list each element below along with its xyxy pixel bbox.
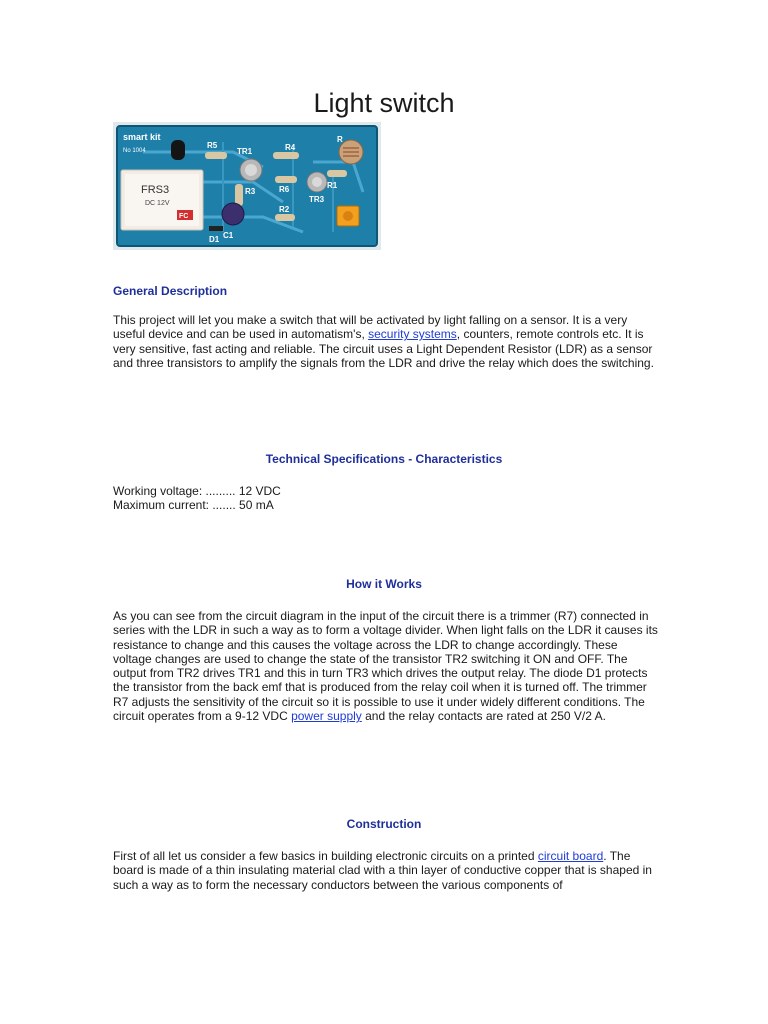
relay-main-label: FRS3	[141, 184, 170, 196]
resistor-r5	[205, 152, 227, 159]
label-r5: R5	[207, 141, 218, 150]
general-text-1: This project will let you make a switch that will be activated by light falling on a sensor. It is a very useful device and can be used in automatism's,	[113, 313, 628, 342]
label-tr1: TR1	[237, 147, 253, 156]
technical-specifications-heading: Technical Specifications - Characteristics	[265, 452, 503, 466]
how-it-works-paragraph	[113, 609, 658, 723]
page-title: Light switch	[313, 88, 455, 118]
label-r: R	[337, 135, 343, 144]
label-r1: R1	[327, 181, 338, 190]
security-systems-link[interactable]: security systems	[368, 327, 457, 342]
working-voltage-spec: Working voltage: ......... 12 VDC	[113, 484, 281, 498]
circuit-board-photo	[113, 122, 381, 250]
construction-paragraph	[113, 849, 658, 892]
how-text-2: output from TR2 drives TR1 and this in turn TR3 which drives the output relay. The diode D1 protects the transistor from the back emf that is produced from the relay coil when it is turned off. The trimmer R7 adjusts the sensitivity of the circuit so it is possible to use it under widely different conditions. The circuit operates from a 9-12 VDC	[113, 666, 648, 724]
relay-sub-label: DC 12V	[145, 200, 170, 207]
label-c1: C1	[223, 231, 234, 240]
diode-d1	[209, 226, 223, 231]
construction-heading: Construction	[346, 817, 422, 831]
general-text-2: , counters, remote controls etc. It is very sensitive, fast acting and reliable. The circuit uses a Light Dependent Resistor (LDR) as a sensor and three transistors to amplify the signals from the LDR and drive the relay which does the switching.	[113, 327, 654, 370]
resistor-r6	[275, 176, 297, 183]
label-tr3: TR3	[309, 195, 325, 204]
how-text-1: As you can see from the circuit diagram in the input of the circuit there is a trimmer (R7) connected in series with the LDR in such a way as to form a voltage divider. When light falls on the LDR it causes its resistance to change and this causes the voltage across the LDR to change accordingly. These voltage changes are used to change the state of the transistor TR2 switching it ON and OFF. The	[113, 609, 658, 666]
specifications-list	[113, 484, 658, 513]
how-it-works-heading: How it Works	[346, 577, 422, 591]
construction-text-1: First of all let us consider a few basics in building electronic circuits on a printed	[113, 849, 538, 863]
label-r6: R6	[279, 185, 290, 194]
board-brand: smart kit	[123, 132, 161, 142]
how-text-3: and the relay contacts are rated at 250 V/2 A.	[361, 709, 606, 724]
label-r4: R4	[285, 143, 296, 152]
label-r2: R2	[279, 205, 290, 214]
resistor-r4	[273, 152, 299, 159]
resistor-r1	[327, 170, 347, 177]
board-model: No 1004	[123, 148, 146, 154]
maximum-current-spec: Maximum current: ....... 50 mA	[113, 498, 274, 513]
capacitor-c1	[222, 203, 244, 225]
resistor-r2	[275, 214, 295, 221]
circuit-board-link[interactable]: circuit board	[537, 849, 604, 863]
construction-text-2: . The board is made of a thin insulating material clad with a thin layer of conductive copper that is shaped in such a way as to form the necessary conductors between the various components of	[113, 849, 652, 892]
resistor-r3	[235, 184, 243, 206]
general-description-heading: General Description	[113, 284, 228, 298]
label-r3: R3	[245, 187, 256, 196]
transistor-black	[171, 140, 185, 160]
relay-logo: FC	[179, 213, 189, 220]
general-description-paragraph	[113, 313, 658, 370]
power-supply-link[interactable]: power supply	[291, 709, 362, 724]
label-d1: D1	[209, 235, 220, 244]
